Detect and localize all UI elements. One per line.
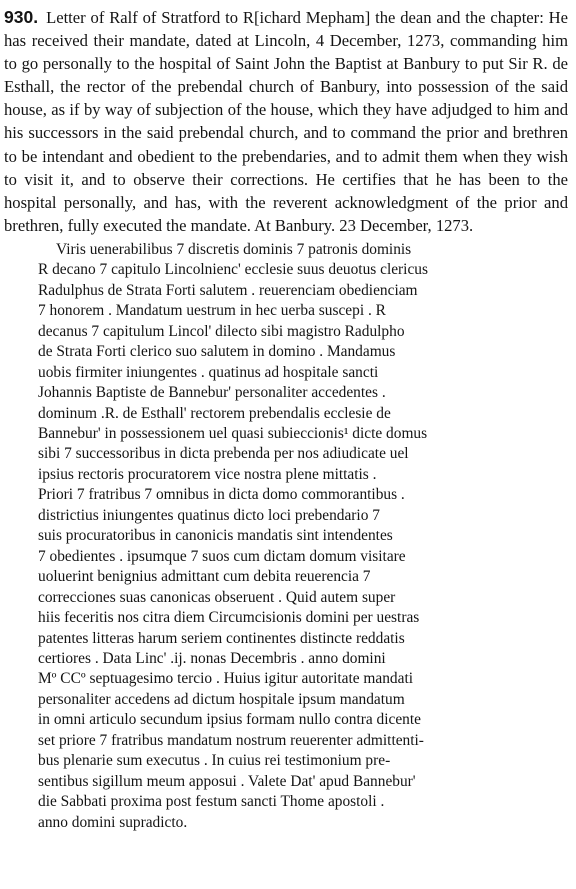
latin-line: anno domini supradicto.: [38, 813, 188, 831]
latin-line: bus plenarie sum executus . In cuius rei testimonium pre-: [38, 752, 391, 770]
latin-line: Bannebur' in possessionem uel quasi subieccionis¹ dicte domus: [38, 425, 428, 443]
latin-line: Mº CCº septuagesimo tercio . Huius igitur autoritate mandati: [38, 670, 414, 688]
latin-line: districtius iniungentes quatinus dicto loci prebendario 7: [38, 506, 380, 524]
latin-line: sibi 7 successoribus in dicta prebenda per nos adiudicate uel: [38, 445, 409, 463]
latin-line: Johannis Baptiste de Bannebur' personaliter accedentes .: [38, 384, 386, 402]
latin-line: Viris uenerabilibus 7 discretis dominis 7 patronis dominis: [56, 240, 412, 258]
latin-line: ipsius rectoris procuratorem vice nostra plene mittatis .: [38, 465, 377, 483]
latin-line: certiores . Data Linc' .ij. nonas Decembris . anno domini: [38, 650, 386, 667]
latin-charter-text: [4, 240, 568, 833]
latin-line: de Strata Forti clerico suo salutem in domino . Mandamus: [38, 343, 396, 361]
latin-line: Radulphus de Strata Forti salutem . reuerenciam obedienciam: [38, 281, 418, 299]
latin-line: set priore 7 fratribus mandatum nostrum reuerenter admittenti-: [38, 731, 424, 749]
document-page: [4, 6, 568, 833]
entry-number: 930.: [4, 7, 39, 27]
latin-line: uobis firmiter iniungentes . quatinus ad hospitale sancti: [38, 363, 379, 381]
latin-line: personaliter accedens ad dictum hospitale ipsum mandatum: [38, 690, 405, 708]
latin-line: Priori 7 fratribus 7 omnibus in dicta domo commorantibus .: [38, 486, 405, 504]
latin-line: dominum .R. de Esthall' rectorem prebendalis ecclesie de: [38, 404, 391, 422]
latin-line: suis procuratoribus in canonicis mandatis sint intendentes: [38, 527, 393, 545]
latin-line: in omni articulo secundum ipsius formam nullo contra dicente: [38, 711, 421, 729]
entry-summary: Letter of Ralf of Stratford to R[ichard Mepham] the dean and the chapter: He has received their mandate, dated at Lincoln, 4 December, 1273, commanding him to go personally to the hospital of Saint John the Baptist at Banbury to put Sir R. de Esthall, the rector of the prebendal church of Banbury, into possession of the said house, as if by way of subjection of the house, which they have adjudged to him and his successors in the said prebendal church, and to command the prior and brethren to be intendant and obedient to the prebendaries, and to admit them when they wish to visit it, and to observe their corrections. He certifies that he has been to the hospital personally, and has, with the reverent acknowledgment of the prior and brethren, fully executed the mandate. At Banbury. 23 December, 1273.: [4, 8, 568, 235]
latin-line: decanus 7 capitulum Lincol' dilecto sibi magistro Radulpho: [38, 322, 405, 340]
latin-line: 7 honorem . Mandatum uestrum in hec uerba suscepi . R: [38, 302, 386, 320]
latin-line: uoluerint benignius admittant cum debita reuerencia 7: [38, 568, 371, 586]
latin-line: 7 obedientes . ipsumque 7 suos cum dictam domum visitare: [38, 547, 406, 565]
latin-line: hiis feceritis nos citra diem Circumcisionis domini per uestras: [38, 609, 420, 627]
english-calendar-entry: [4, 6, 568, 237]
latin-line: R decano 7 capitulo Lincolnienc' ecclesie suus deuotus clericus: [38, 261, 428, 279]
latin-line: correcciones suas canonicas obseruent . Quid autem super: [38, 588, 396, 606]
latin-line: sentibus sigillum meum apposui . Valete Dat' apud Bannebur': [38, 772, 416, 790]
latin-line: die Sabbati proxima post festum sancti Thome apostoli .: [38, 793, 385, 811]
latin-line: patentes litteras harum seriem continentes distincte reddatis: [38, 629, 405, 647]
